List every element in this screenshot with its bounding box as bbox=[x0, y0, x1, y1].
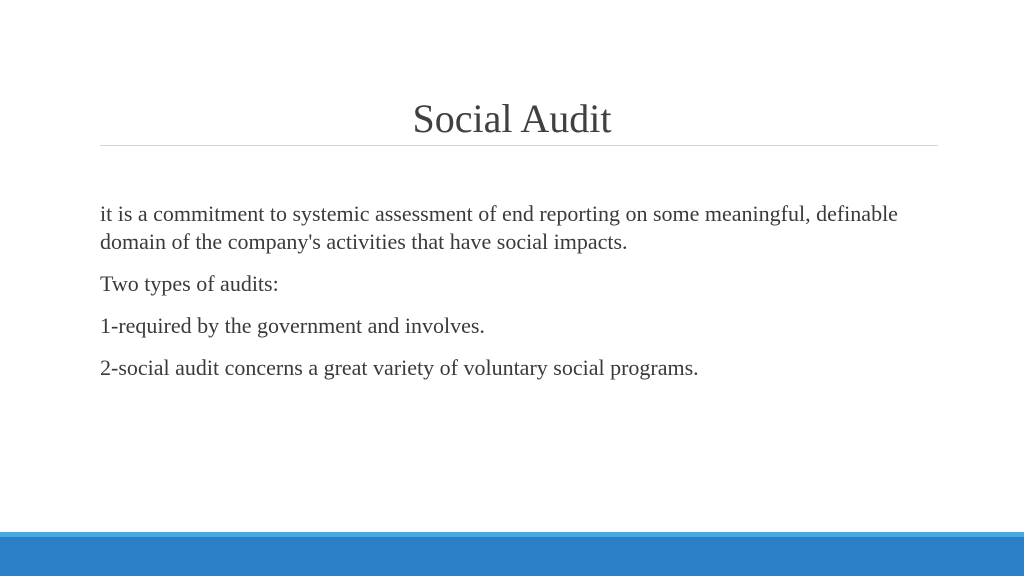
paragraph-types-heading: Two types of audits: bbox=[100, 271, 279, 296]
footer-band bbox=[0, 532, 1024, 576]
paragraph-type-1: 1-required by the government and involves. bbox=[100, 313, 485, 338]
footer-highlight-stripe bbox=[0, 532, 1024, 537]
paragraph-definition: it is a commitment to systemic assessment of end reporting on some meaningful, definable domain of the company's activities that have social impacts. bbox=[100, 201, 898, 254]
slide-body bbox=[100, 200, 940, 396]
title-divider bbox=[100, 145, 938, 146]
slide-title: Social Audit bbox=[412, 96, 612, 141]
paragraph-type-2: 2-social audit concerns a great variety of voluntary social programs. bbox=[100, 355, 699, 380]
